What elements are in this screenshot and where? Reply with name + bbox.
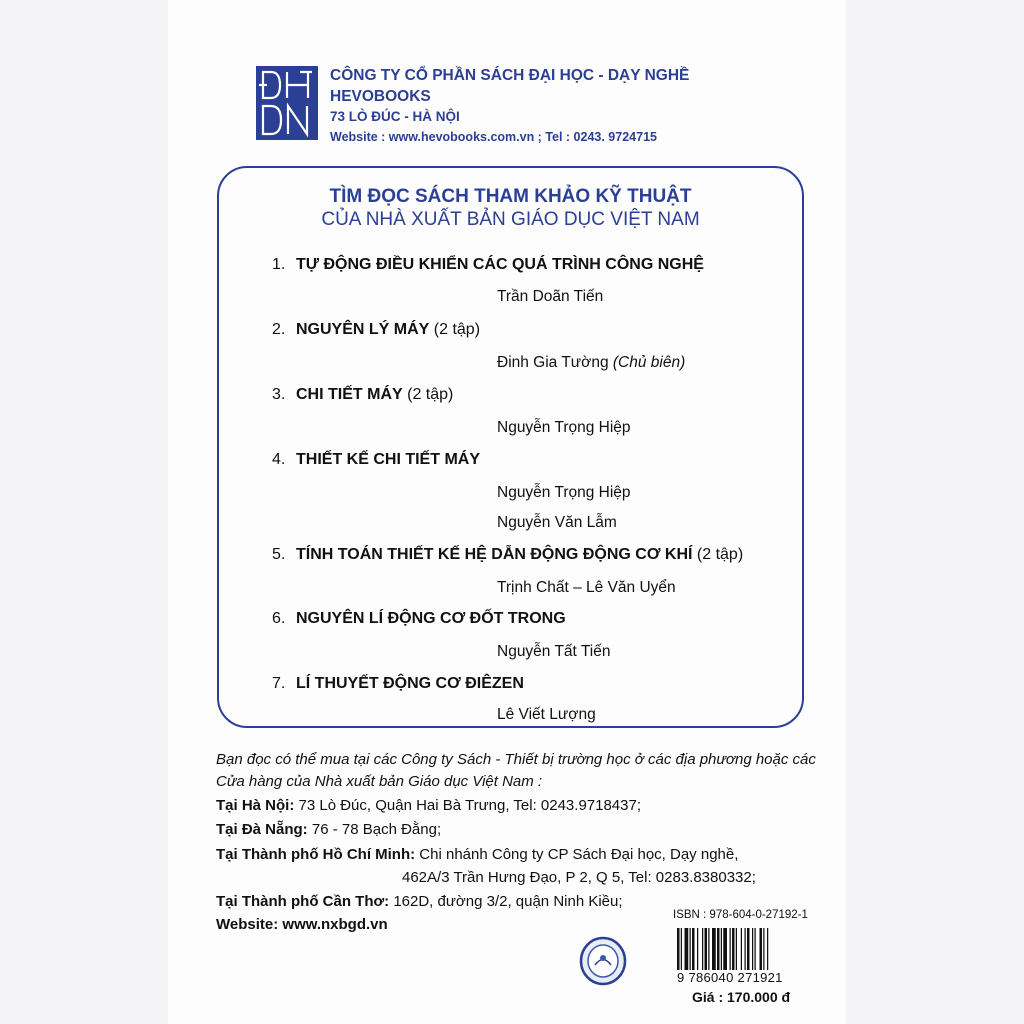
authenticity-seal-icon: [579, 936, 627, 986]
book-number: 2.: [272, 321, 286, 338]
book-author: Nguyễn Tất Tiến: [497, 643, 611, 660]
purchase-intro-2: Cửa hàng của Nhà xuất bản Giáo dục Việt Nam :: [216, 773, 543, 790]
book-item-4: [272, 451, 480, 469]
book-author: Lê Viết Lượng: [497, 706, 596, 723]
store-hcm: Tại Thành phố Hồ Chí Minh: Chi nhánh Công ty CP Sách Đại học, Dạy nghề,: [216, 846, 739, 863]
book-suffix: (2 tập): [429, 321, 481, 338]
publisher-address: 73 LÒ ĐÚC - HÀ NỘI: [330, 109, 460, 124]
book-suffix: (2 tập): [692, 546, 744, 563]
book-title: TÍNH TOÁN THIẾT KẾ HỆ DẪN ĐỘNG ĐỘNG CƠ KHÍ: [296, 546, 693, 563]
website-link[interactable]: Website: www.nxbgd.vn: [216, 916, 388, 933]
book-number: 1.: [272, 256, 286, 273]
publisher-brand: HEVOBOOKS: [330, 88, 431, 105]
book-number: 7.: [272, 675, 286, 692]
book-title: CHI TIẾT MÁY: [296, 386, 403, 403]
publisher-contact: Website : www.hevobooks.com.vn ; Tel : 0243. 9724715: [330, 130, 657, 144]
publisher-name: CÔNG TY CỔ PHẦN SÁCH ĐẠI HỌC - DẠY NGHỀ: [330, 67, 690, 84]
book-author: Nguyễn Trọng Hiệp: [497, 484, 631, 501]
publisher-logo: [256, 66, 318, 140]
store-hanoi: Tại Hà Nội: 73 Lò Đúc, Quận Hai Bà Trưng, Tel: 0243.9718437;: [216, 797, 642, 814]
store-hcm-address: 462A/3 Trần Hưng Đạo, P 2, Q 5, Tel: 0283.8380332;: [402, 869, 756, 886]
book-title: TỰ ĐỘNG ĐIỀU KHIỂN CÁC QUÁ TRÌNH CÔNG NGHỆ: [296, 256, 704, 273]
box-title: TÌM ĐỌC SÁCH THAM KHẢO KỸ THUẬT: [329, 186, 692, 207]
isbn: ISBN : 978-604-0-27192-1: [673, 909, 808, 921]
box-subtitle: CỦA NHÀ XUẤT BẢN GIÁO DỤC VIỆT NAM: [321, 209, 700, 230]
book-item-5: [272, 546, 743, 564]
book-author-2: Nguyễn Văn Lẫm: [497, 514, 617, 531]
book-suffix: (2 tập): [402, 386, 454, 403]
book-author: Nguyễn Trọng Hiệp: [497, 419, 631, 436]
purchase-intro: Bạn đọc có thể mua tại các Công ty Sách - Thiết bị trường học ở các địa phương hoặc các: [216, 751, 816, 768]
book-number: 4.: [272, 451, 286, 468]
logo-mark-icon: [256, 66, 318, 140]
book-author: Đinh Gia Tường (Chủ biên): [497, 354, 686, 371]
book-item-2: [272, 321, 480, 339]
store-cantho: Tại Thành phố Cần Thơ: 162D, đường 3/2, quận Ninh Kiều;: [216, 893, 623, 910]
book-item-3: [272, 386, 453, 404]
barcode-number: 9 786040 271921: [677, 970, 783, 985]
book-number: 3.: [272, 386, 286, 403]
book-author: Trịnh Chất – Lê Văn Uyển: [497, 579, 676, 596]
book-title: NGUYÊN LÍ ĐỘNG CƠ ĐỐT TRONG: [296, 610, 566, 627]
book-number: 6.: [272, 610, 286, 627]
book-title: THIẾT KẾ CHI TIẾT MÁY: [296, 451, 480, 468]
book-item-6: [272, 610, 566, 628]
book-title: NGUYÊN LÝ MÁY: [296, 321, 430, 338]
book-author: Trần Doãn Tiến: [497, 288, 604, 305]
store-danang: Tại Đà Nẵng: 76 - 78 Bạch Đằng;: [216, 821, 442, 838]
book-item-1: [272, 256, 704, 274]
book-item-7: [272, 675, 524, 693]
book-number: 5.: [272, 546, 286, 563]
book-title: LÍ THUYẾT ĐỘNG CƠ ĐIÊZEN: [296, 675, 524, 692]
price: Giá : 170.000 đ: [692, 989, 791, 1005]
